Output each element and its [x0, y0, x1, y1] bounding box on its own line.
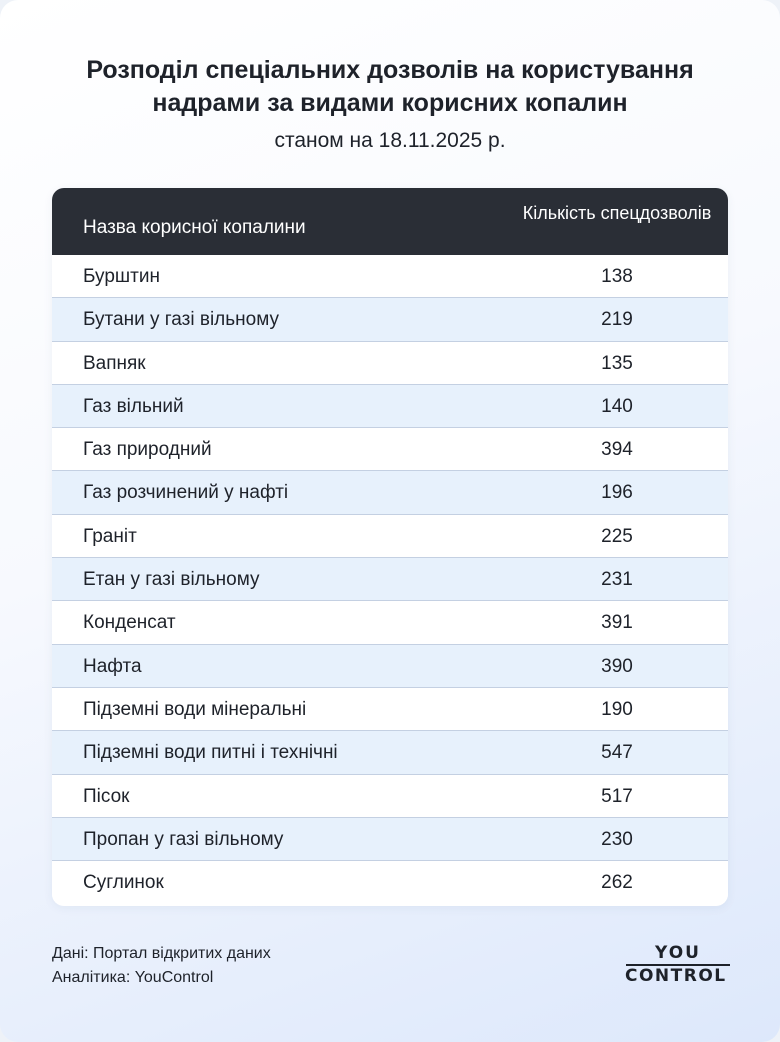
- table-row: [52, 298, 728, 341]
- row-name-cell: Граніт: [83, 525, 137, 547]
- row-value-cell: 196: [601, 482, 633, 504]
- table-row: [52, 342, 728, 385]
- row-name-cell: Вапняк: [83, 352, 146, 374]
- table-row: [52, 601, 728, 644]
- column-header-name: Назва корисної копалини: [83, 217, 306, 238]
- table-row: [52, 428, 728, 471]
- row-name-cell: Підземні води питні і технічні: [83, 742, 338, 764]
- row-name-cell: Суглинок: [83, 872, 164, 894]
- table-row: [52, 818, 728, 861]
- row-value-cell: 140: [601, 395, 633, 417]
- analytics-label: Аналітика: YouControl: [52, 969, 214, 986]
- table-row: [52, 645, 728, 688]
- row-value-cell: 262: [601, 872, 633, 894]
- footer-credits: [52, 942, 271, 990]
- row-name-cell: Підземні води мінеральні: [83, 698, 307, 720]
- table-row: [52, 558, 728, 601]
- row-name-cell: Газ природний: [83, 439, 212, 461]
- table-row: [52, 731, 728, 774]
- row-value-cell: 225: [601, 525, 633, 547]
- table-body: [52, 255, 728, 903]
- data-table: [52, 188, 728, 906]
- row-value-cell: 390: [601, 655, 633, 677]
- youcontrol-logo: [622, 944, 730, 988]
- row-name-cell: Конденсат: [83, 612, 176, 634]
- row-name-cell: Пісок: [83, 785, 130, 807]
- logo-text-top: YOU: [655, 943, 701, 963]
- row-value-cell: 231: [601, 569, 633, 591]
- column-header-count: Кількість спецдозволів: [522, 203, 712, 223]
- table-row: [52, 861, 728, 903]
- row-value-cell: 547: [601, 742, 633, 764]
- row-value-cell: 190: [601, 698, 633, 720]
- row-value-cell: 138: [601, 266, 633, 287]
- row-name-cell: Етан у газі вільному: [83, 569, 260, 591]
- table-row: [52, 688, 728, 731]
- table-row: [52, 471, 728, 514]
- row-value-cell: 230: [601, 828, 633, 850]
- row-value-cell: 135: [601, 352, 633, 374]
- source-label: Дані: Портал відкритих даних: [52, 945, 271, 962]
- row-name-cell: Нафта: [83, 655, 142, 677]
- logo-text-bottom: CONTROL: [625, 966, 727, 986]
- table-header: [52, 188, 728, 255]
- row-value-cell: 517: [601, 785, 633, 807]
- chart-subtitle: станом на 18.11.2025 р.: [274, 129, 506, 152]
- chart-title: Розподіл спеціальних дозволів на користування надрами за видами корисних копалин: [86, 56, 694, 117]
- row-value-cell: 391: [601, 612, 633, 634]
- table-row: [52, 515, 728, 558]
- table-row: [52, 775, 728, 818]
- row-value-cell: 394: [601, 439, 633, 461]
- row-value-cell: 219: [601, 309, 633, 331]
- table-row: [52, 255, 728, 298]
- row-name-cell: Газ вільний: [83, 395, 184, 417]
- row-name-cell: Бутани у газі вільному: [83, 309, 279, 331]
- row-name-cell: Газ розчинений у нафті: [83, 482, 289, 504]
- table-row: [52, 385, 728, 428]
- row-name-cell: Пропан у газі вільному: [83, 828, 284, 850]
- row-name-cell: Бурштин: [83, 266, 160, 287]
